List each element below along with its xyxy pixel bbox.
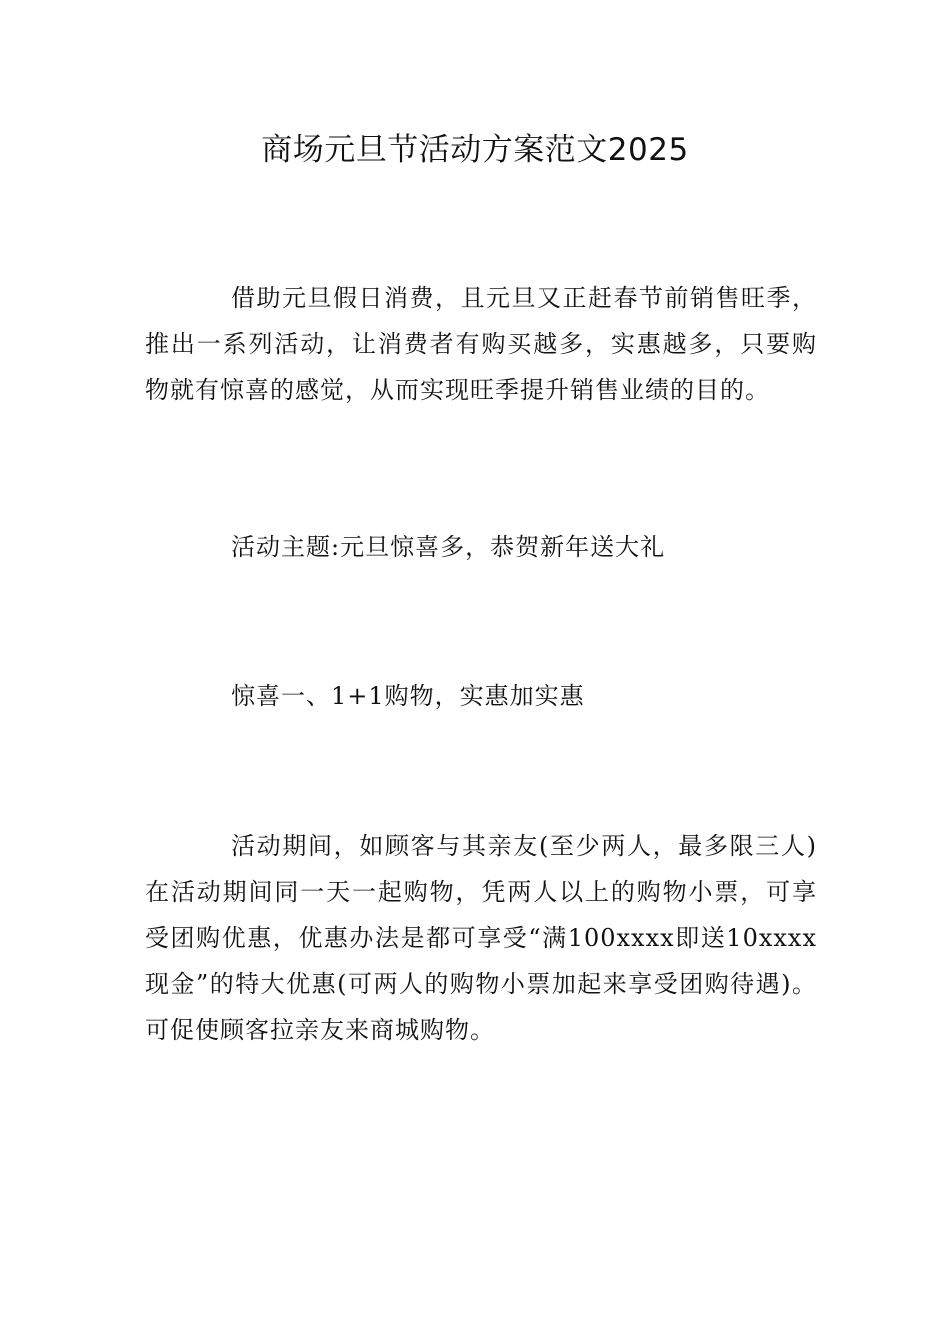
document-title: 商场元旦节活动方案范文2025 <box>261 132 689 168</box>
paragraph-theme: 活动主题:元旦惊喜多，恭贺新年送大礼 <box>231 533 666 561</box>
paragraph-details: 活动期间，如顾客与其亲友(至少两人，最多限三人)在活动期间同一天一起购物，凭两人以上的购物小票，可享受团购优惠，优惠办法是都可享受“满100xxxx即送10xxxx现金”的特大优惠(可两人的购物小票加起来享受团购待遇)。可促使顾客拉亲友来商城购物。 <box>145 832 817 1044</box>
paragraph-surprise-one: 惊喜一、1+1购物，实惠加实惠 <box>231 682 585 710</box>
paragraph-intro: 借助元旦假日消费，且元旦又正赶春节前销售旺季，推出一系列活动，让消费者有购买越多，实惠越多，只要购物就有惊喜的感觉，从而实现旺季提升销售业绩的目的。 <box>145 284 817 404</box>
